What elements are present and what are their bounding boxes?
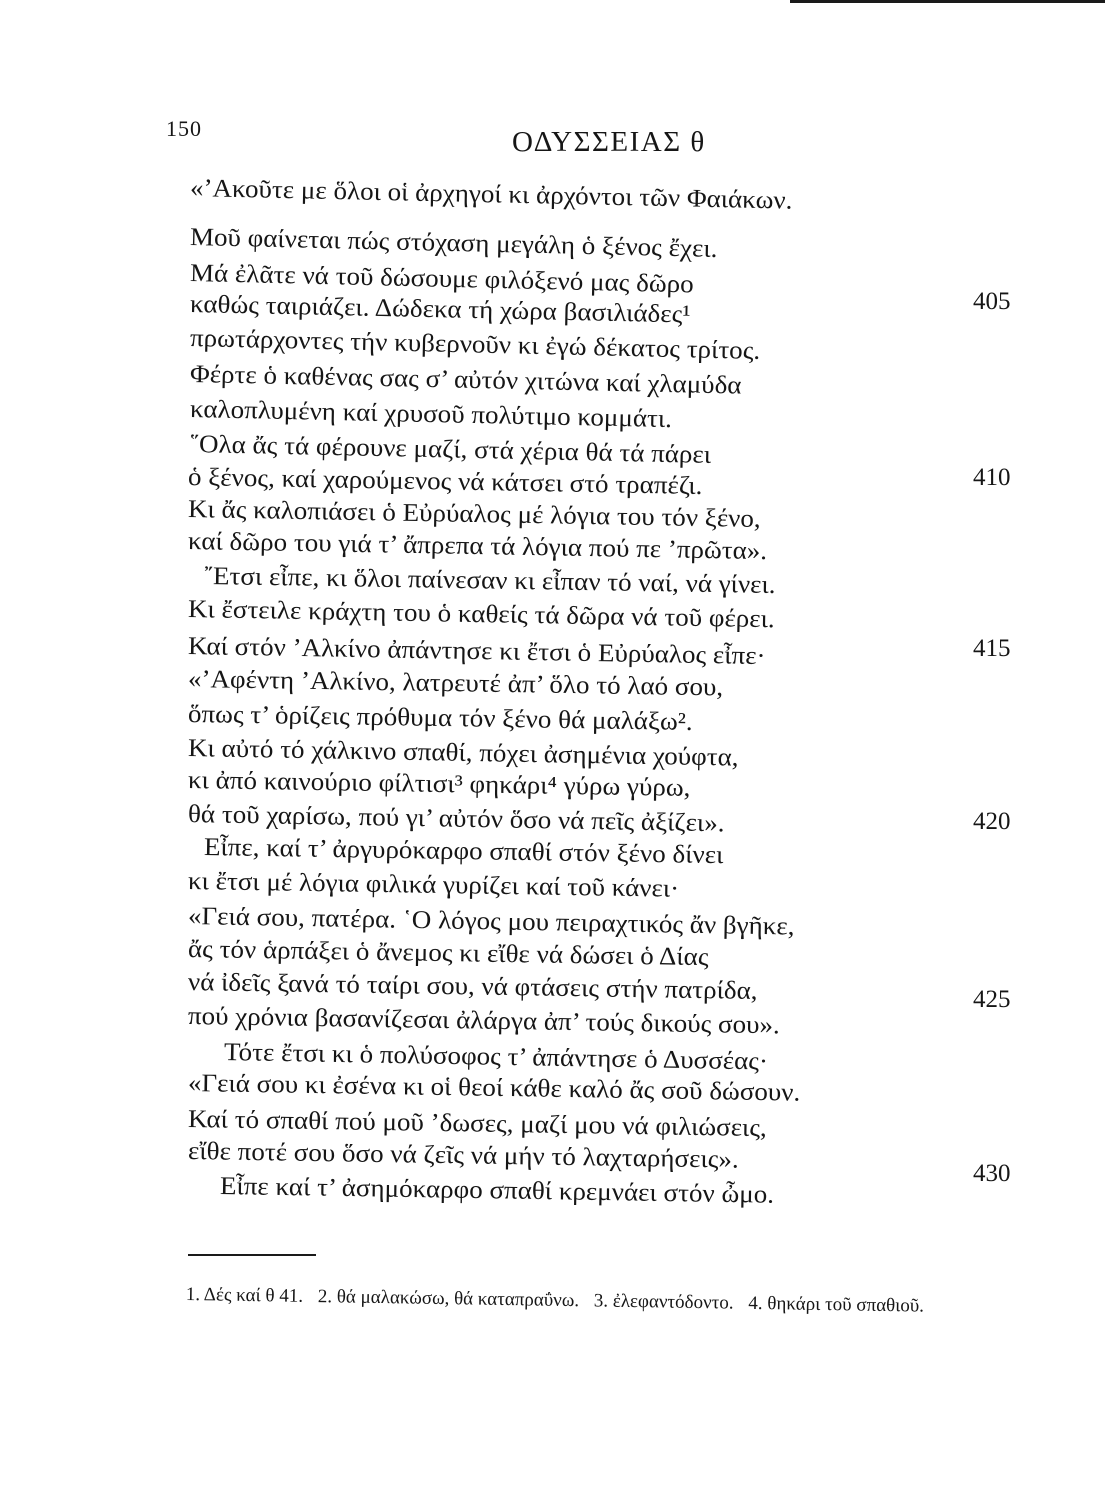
verse-line: θά τοῦ χαρίσω, πού γι’ αὐτόν ὅσο νά πεῖς ἀξίζει».: [187, 799, 725, 838]
footnotes: [186, 1282, 1026, 1321]
verse-line: Εἶπε καί τ’ ἀσημόκαρφο σπαθί κρεμνάει στόν ὦμο.: [219, 1171, 775, 1209]
verse-line: πρωτάρχοντες τήν κυβερνοῦν κι ἐγώ δέκατος τρίτος.: [189, 323, 761, 365]
verse-line: καί δῶρο του γιά τ’ ἄπρεπα τά λόγια πού πε ’πρῶτα».: [187, 526, 768, 566]
verse-line: Κι ἔστειλε κράχτη του ὁ καθείς τά δῶρα νά τοῦ φέρει.: [187, 594, 775, 634]
footnote: 4. θηκάρι τοῦ σπαθιοῦ.: [748, 1292, 925, 1317]
verse-line: Καί στόν ’Αλκίνο ἀπάντησε κι ἔτσι ὁ Εὐρύαλος εἶπε·: [187, 631, 766, 671]
line-number: 415: [973, 635, 1011, 662]
verse-line: Φέρτε ὁ καθένας σας σ’ αὐτόν χιτώνα καί χλαμύδα: [189, 359, 742, 400]
verse-line: «’Ακοῦτε με ὅλοι οἱ ἀρχηγοί κι ἀρχόντοι τῶν Φαιάκων.: [189, 173, 793, 215]
verse-line: Μά ἐλᾶτε νά τοῦ δώσουμε φιλόξενό μας δῶρο: [189, 258, 695, 299]
line-number: 405: [973, 288, 1011, 315]
verse-line: Κι ἄς καλοπιάσει ὁ Εὐρύαλος μέ λόγια του τόν ξένο,: [187, 494, 761, 533]
line-number: 430: [973, 1160, 1011, 1187]
verse-line: ῎Ετσι εἶπε, κι ὅλοι παίνεσαν κι εἶπαν τό ναί, νά γίνει.: [203, 561, 776, 599]
verse-line: Μοῦ φαίνεται πώς στόχαση μεγάλη ὁ ξένος ἔχει.: [189, 222, 718, 263]
verse-line: καλοπλυμένη καί χρυσοῦ πολύτιμο κομμάτι.: [189, 394, 673, 434]
verse-line: κι ἔτσι μέ λόγια φιλικά γυρίζει καί τοῦ κάνει·: [187, 866, 680, 903]
footnote: 2. θά μαλακώσω, θά καταπραΰνω.: [317, 1286, 580, 1312]
verse-line: «Γειά σου κι ἐσένα κι οἱ θεοί κάθε καλό ἄς σοῦ δώσουν.: [187, 1068, 801, 1107]
verse-line: Καί τό σπαθί πού μοῦ ’δωσες, μαζί μου νά φιλιώσεις,: [187, 1104, 768, 1143]
verse-line: πού χρόνια βασανίζεσαι ἀλάργα ἀπ’ τούς δικούς σου».: [187, 1001, 781, 1040]
verse-line: «Γειά σου, πατέρα. ῾Ο λόγος μου πειραχτικός ἄν βγῆκε,: [187, 901, 795, 941]
verse-line: Εἶπε, καί τ’ ἀργυρόκαρφο σπαθί στόν ξένο δίνει: [203, 832, 724, 870]
verse-line: καθώς ταιριάζει. Δώδεκα τή χώρα βασιλιάδες¹: [189, 289, 691, 329]
verse-line: «’Αφέντη ’Αλκίνο, λατρευτέ ἀπ’ ὅλο τό λαό σου,: [187, 664, 724, 702]
page-number: 150: [166, 116, 202, 141]
footnote: 3. ἐλεφαντόδοντο.: [593, 1290, 734, 1314]
verse-line: ἄς τόν ἁρπάξει ὁ ἄνεμος κι εἴθε νά δώσει ὁ Δίας: [187, 934, 709, 972]
verse-line: Τότε ἔτσι κι ὁ πολύσοφος τ’ ἀπάντησε ὁ Δυσσέας·: [223, 1037, 769, 1076]
line-number: 410: [973, 464, 1011, 491]
line-number: 420: [973, 808, 1011, 835]
verse-line: ὅπως τ’ ὁρίζεις πρόθυμα τόν ξένο θά μαλάξω².: [187, 699, 693, 736]
verse-line: εἴθε ποτέ σου ὅσο νά ζεῖς νά μήν τό λαχταρήσεις».: [187, 1136, 739, 1174]
verse-line: ὁ ξένος, καί χαρούμενος νά κάτσει στό τραπέζι.: [187, 462, 703, 500]
line-number: 425: [973, 986, 1011, 1013]
running-title: ΟΔΥΣΣΕΙΑΣ θ: [512, 126, 706, 158]
verse-line: ῞Ολα ἄς τά φέρουνε μαζί, στά χέρια θά τά πάρει: [189, 429, 712, 469]
verse-line: Κι αὐτό τό χάλκινο σπαθί, πόχει ἀσημένια χούφτα,: [187, 733, 739, 772]
footnote: 1. Δές καί θ 41.: [185, 1283, 304, 1307]
footnote-rule: [188, 1254, 316, 1256]
verse-line: κι ἀπό καινούριο φίλτισι³ φηκάρι⁴ γύρω γύρω,: [187, 765, 691, 802]
verse-line: νά ἰδεῖς ξανά τό ταίρι σου, νά φτάσεις στήν πατρίδα,: [187, 967, 758, 1005]
